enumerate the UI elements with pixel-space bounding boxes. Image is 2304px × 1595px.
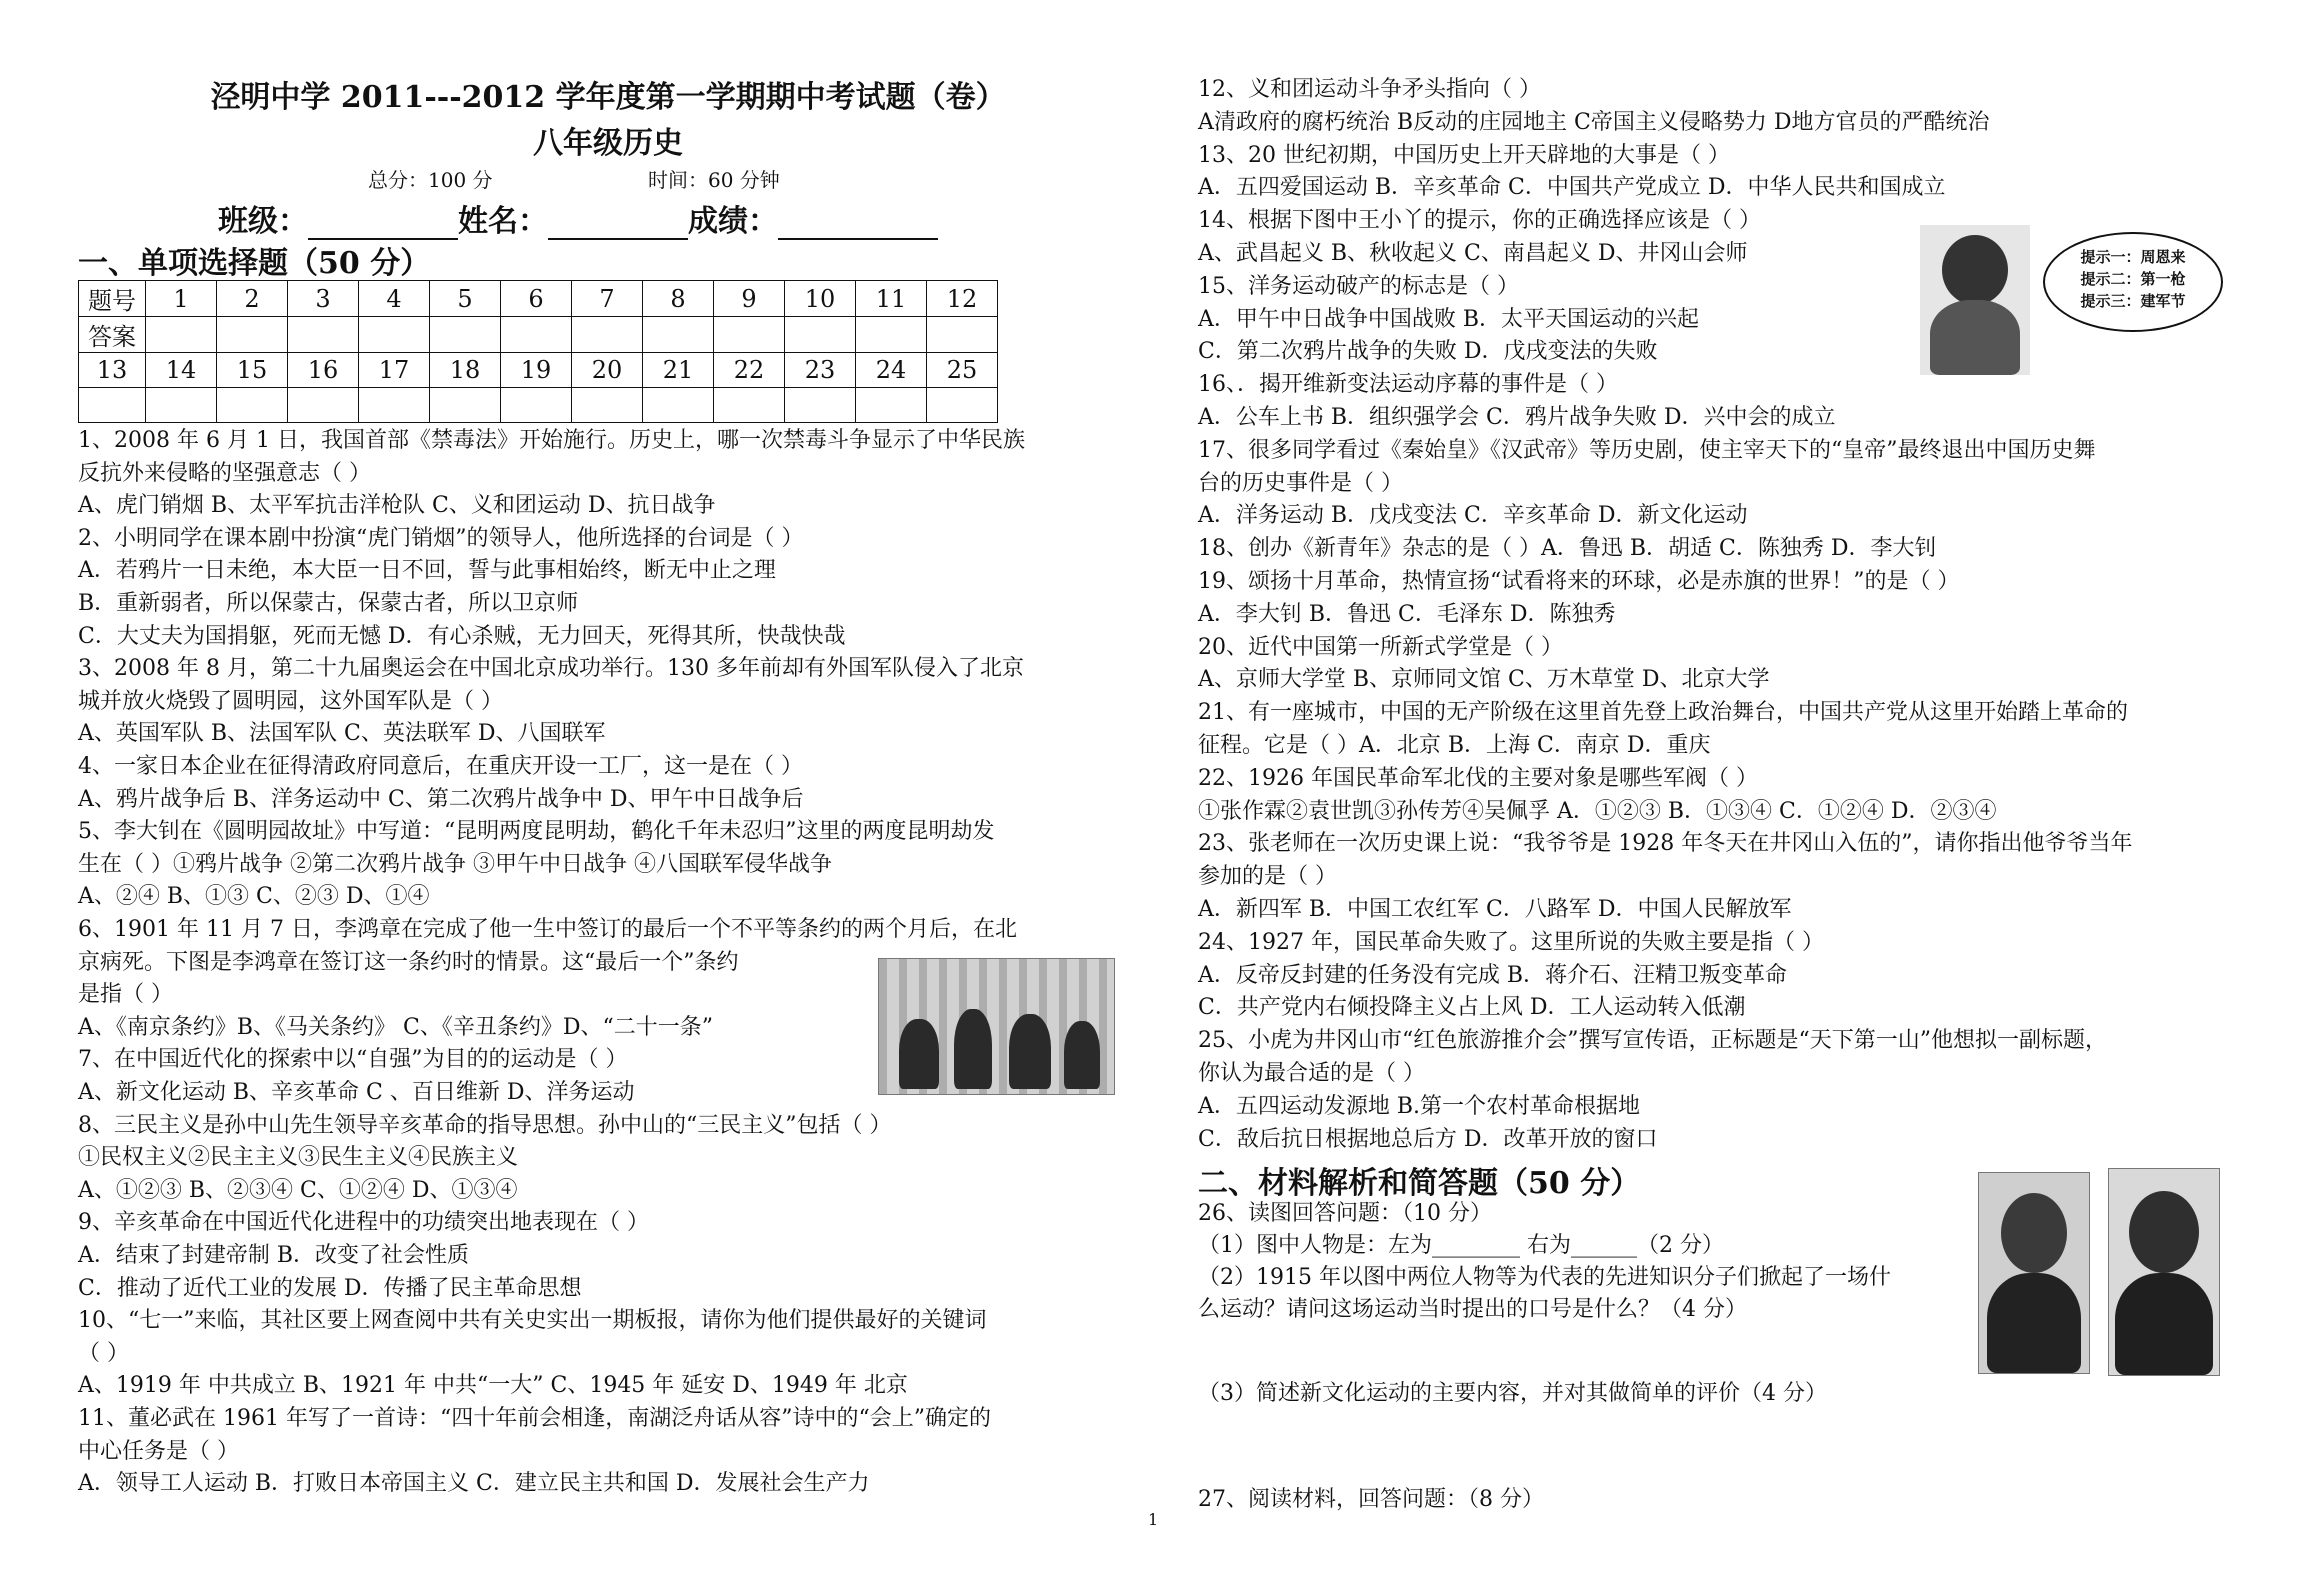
answer-cell[interactable] [359,317,430,353]
answer-cell[interactable] [785,388,856,423]
question-line: C．大丈夫为国捐躯，死而无憾 D．有心杀贼，无力回天，死得其所，快哉快哉 [78,623,846,649]
answer-cell[interactable] [146,388,217,423]
question-line: 你认为最合适的是（ ） [1198,1061,1425,1086]
question-line: A清政府的腐朽统治 B反动的庄园地主 C帝国主义侵略势力 D地方官员的严酷统治 [1198,109,1990,135]
question-line: A．领导工人运动 B．打败日本帝国主义 C．建立民主共和国 D．发展社会生产力 [78,1471,870,1497]
table-cell: 23 [785,353,856,388]
student-info [218,196,938,240]
question-line: A、新文化运动 B、辛亥革命 C 、百日维新 D、洋务运动 [78,1080,635,1105]
question-line: A．五四爱国运动 B．辛亥革命 C．中国共产党成立 D．中华人民共和国成立 [1198,175,1946,201]
question-line: A．甲午中日战争中国战败 B．太平天国运动的兴起 [1198,306,1700,332]
question-line: A、英国军队 B、法国军队 C、英法联军 D、八国联军 [78,721,606,747]
question-line: 4、一家日本企业在征得清政府同意后，在重庆开设一工厂，这一是在（ ） [78,754,803,779]
answer-cell[interactable] [643,388,714,423]
question-line: A、②④ B、①③ C、②③ D、①④ [78,884,430,910]
answer-cell[interactable] [146,317,217,353]
question-line: ①民权主义②民主主义③民生主义④民族主义 [78,1145,519,1171]
question-line: A．洋务运动 B．戊戌变法 C．辛亥革命 D．新文化运动 [1198,503,1748,529]
question-line: 1、2008 年 6 月 1 日，我国首部《禁毒法》开始施行。历史上，哪一次禁毒斗争显示了中华民族 [78,428,1025,453]
table-cell: 19 [501,353,572,388]
table-cell: 6 [501,281,572,317]
question-line: 参加的是（ ） [1198,864,1337,890]
question-line: A．五四运动发源地 B.第一个农村革命根据地 [1198,1093,1641,1119]
table-cell: 7 [572,281,643,317]
page-number: 1 [1148,1510,1159,1529]
question-line: A、《南京条约》B、《马关条约》 C、《辛丑条约》D、“二十一条” [78,1014,714,1040]
portrait-right [2108,1168,2220,1376]
question-line: 生在（ ）①鸦片战争 ②第二次鸦片战争 ③甲午中日战争 ④八国联军侵华战争 [78,851,832,877]
question-line: A、虎门销烟 B、太平军抗击洋枪队 C、义和团运动 D、抗日战争 [78,493,716,519]
question-line: 20、近代中国第一所新式学堂是（ ） [1198,634,1563,660]
table-cell: 17 [359,353,430,388]
table-cell: 2 [217,281,288,317]
table-row [79,281,998,317]
question-line: 9、辛亥革命在中国近代化进程中的功绩突出地表现在（ ） [78,1210,649,1236]
question-line: （ ） [78,1340,129,1366]
question-line: 6、1901 年 11 月 7 日，李鸿章在完成了他一生中签订的最后一个不平等条约的两个月后，在北 [78,917,1017,942]
question-line: 18、创办《新青年》杂志的是（ ）A．鲁迅 B．胡适 C．陈独秀 D．李大钊 [1198,536,1937,562]
question-line: A．新四军 B．中国工农红军 C．八路军 D．中国人民解放军 [1198,897,1792,922]
question-line: C．共产党内右倾投降主义占上风 D．工人运动转入低潮 [1198,995,1746,1021]
name-field[interactable] [548,210,688,240]
question-line: 13、20 世纪初期，中国历史上开天辟地的大事是（ ） [1198,142,1730,168]
hint-1: 提示一：周恩来 [2080,248,2186,266]
class-field[interactable] [308,210,458,240]
question-line: A．结束了封建帝制 B．改变了社会性质 [78,1243,470,1268]
question-line: 19、颂扬十月革命，热情宣扬“试看将来的环球，必是赤旗的世界！”的是（ ） [1198,569,1960,594]
answer-cell[interactable] [79,388,146,423]
score-label: 成绩： [688,204,778,239]
table-cell: 20 [572,353,643,388]
q26-part2a: （2）1915 年以图中两位人物等为代表的先进知识分子们掀起了一场什 [1198,1265,1891,1290]
question-line: ①张作霖②袁世凯③孙传芳④吴佩孚 A．①②③ B．①③④ C．①②④ D．②③④ [1198,798,1997,824]
table-cell: 4 [359,281,430,317]
answer-cell[interactable] [927,317,998,353]
table-cell: 10 [785,281,856,317]
table-row [79,388,998,423]
question-line: 17、很多同学看过《秦始皇》《汉武帝》等历史剧，使主宰天下的“皇帝”最终退出中国历史舞 [1198,437,2096,463]
table-cell: 24 [856,353,927,388]
answer-cell[interactable] [430,388,501,423]
question-line: 16、．揭开维新变法运动序幕的事件是（ ） [1198,372,1618,398]
answer-cell[interactable] [714,388,785,423]
question-line: 台的历史事件是（ ） [1198,470,1403,496]
answer-cell[interactable] [217,388,288,423]
q27-title: 27、阅读材料，回答问题：（8 分） [1198,1487,1544,1512]
question-line: 21、有一座城市，中国的无产阶级在这里首先登上政治舞台，中国共产党从这里开始踏上革命的 [1198,700,2128,726]
question-line: 中心任务是（ ） [78,1438,239,1464]
question-line: C．敌后抗日根据地总后方 D．改革开放的窗口 [1198,1126,1658,1152]
question-line: B．重新弱者，所以保蒙古，保蒙古者，所以卫京师 [78,591,579,616]
table-cell: 答案 [79,317,146,353]
question-line: 5、李大钊在《圆明园故址》中写道：“昆明两度昆明劫，鹤化千年未忍归”这里的两度昆明劫发 [78,819,995,845]
question-line: 7、在中国近代化的探索中以“自强”为目的的运动是（ ） [78,1047,628,1073]
answer-cell[interactable] [501,317,572,353]
wang-xiaoya-photo [1920,225,2030,375]
score-field[interactable] [778,210,938,240]
table-cell: 9 [714,281,785,317]
answer-cell[interactable] [288,317,359,353]
question-line: 22、1926 年国民革命军北伐的主要对象是哪些军阀（ ） [1198,765,1758,791]
answer-cell[interactable] [927,388,998,423]
question-line: 城并放火烧毁了圆明园，这外国军队是（ ） [78,688,503,714]
question-line: 25、小虎为井冈山市“红色旅游推介会”撰写宣传语，正标题是“天下第一山”他想拟一副标题， [1198,1028,2107,1054]
question-line: C．推动了近代工业的发展 D．传播了民主革命思想 [78,1275,582,1301]
question-line: 京病死。下图是李鸿章在签订这一条约时的情景。这“最后一个”条约 [78,949,739,975]
hint-2: 提示二：第一枪 [2080,270,2186,288]
question-line: A．李大钊 B．鲁迅 C．毛泽东 D．陈独秀 [1198,601,1616,627]
exam-time: 时间：60 分钟 [648,168,780,192]
table-cell: 21 [643,353,714,388]
table-cell: 13 [79,353,146,388]
q26-title: 26、读图回答问题：（10 分） [1198,1201,1492,1226]
question-line: C．第二次鸦片战争的失败 D．戊戌变法的失败 [1198,339,1658,365]
hint-3: 提示三：建军节 [2080,292,2186,310]
table-cell: 18 [430,353,501,388]
hint-bubble [2043,232,2223,332]
li-hongzhang-treaty-photo [878,958,1115,1095]
answer-cell[interactable] [785,317,856,353]
question-line: A．反帝反封建的任务没有完成 B．蒋介石、汪精卫叛变革命 [1198,962,1788,988]
answer-cell[interactable] [359,388,430,423]
table-row [79,353,998,388]
table-cell: 22 [714,353,785,388]
table-cell: 15 [217,353,288,388]
question-line: 3、2008 年 8 月，第二十九届奥运会在中国北京成功举行。130 多年前却有外国军队侵入了北京 [78,656,1024,682]
question-line: 15、洋务运动破产的标志是（ ） [1198,273,1519,299]
answer-cell[interactable] [572,388,643,423]
name-label: 姓名： [458,204,548,239]
question-line: 2、小明同学在课本剧中扮演“虎门销烟”的领导人，他所选择的台词是（ ） [78,525,804,551]
q26-part2b: 么运动？请问这场运动当时提出的口号是什么？（4 分） [1198,1297,1747,1322]
answer-cell[interactable] [643,317,714,353]
question-line: 23、张老师在一次历史课上说：“我爷爷是 1928 年冬天在井冈山入伍的”，请你指出他爷爷当年 [1198,831,2133,857]
question-line: 10、“七一”来临，其社区要上网查阅中共有关史实出一期板报，请你为他们提供最好的关键词 [78,1308,987,1334]
table-cell: 1 [146,281,217,317]
question-line: 12、义和团运动斗争矛头指向（ ） [1198,77,1541,102]
table-cell: 题号 [79,281,146,317]
section-2-heading: 二、材料解析和简答题（50 分） [1198,1166,1641,1201]
q26-part3: （3）简述新文化运动的主要内容，并对其做简单的评价（4 分） [1198,1381,1827,1406]
table-cell: 5 [430,281,501,317]
question-line: A、京师大学堂 B、京师同文馆 C、万木草堂 D、北京大学 [1198,667,1770,693]
question-line: A．若鸦片一日未绝，本大臣一日不回，誓与此事相始终，断无中止之理 [78,558,776,584]
question-line: A、鸦片战争后 B、洋务运动中 C、第二次鸦片战争中 D、甲午中日战争后 [78,786,804,812]
class-label: 班级： [218,204,308,239]
question-line: 8、三民主义是孙中山先生领导辛亥革命的指导思想。孙中山的“三民主义”包括（ ） [78,1112,892,1138]
table-cell: 8 [643,281,714,317]
total-score: 总分：100 分 [368,168,493,192]
table-cell: 11 [856,281,927,317]
question-line: A、1919 年 中共成立 B、1921 年 中共“一大” C、1945 年 延安 D、1949 年 北京 [78,1373,908,1399]
answer-cell[interactable] [856,388,927,423]
table-cell: 14 [146,353,217,388]
question-line: 征程。它是（ ）A．北京 B．上海 C．南京 D．重庆 [1198,733,1711,758]
answer-cell[interactable] [856,317,927,353]
question-line: A、①②③ B、②③④ C、①②④ D、①③④ [78,1177,518,1203]
answer-table [78,280,998,423]
table-cell: 12 [927,281,998,317]
question-line: A．公车上书 B．组织强学会 C．鸦片战争失败 D．兴中会的成立 [1198,405,1836,430]
exam-subtitle: 八年级历史 [533,126,683,161]
question-line: 24、1927 年，国民革命失败了。这里所说的失败主要是指（ ） [1198,929,1824,955]
q26-part1: （1）图中人物是：左为________ 右为______（2 分） [1198,1233,1724,1258]
table-row [79,317,998,353]
answer-cell[interactable] [501,388,572,423]
answer-cell[interactable] [430,317,501,353]
question-line: 14、根据下图中王小丫的提示，你的正确选择应该是（ ） [1198,208,1761,234]
question-line: 反抗外来侵略的坚强意志（ ） [78,460,371,486]
answer-cell[interactable] [288,388,359,423]
answer-cell[interactable] [217,317,288,353]
answer-cell[interactable] [572,317,643,353]
question-line: A、武昌起义 B、秋收起义 C、南昌起义 D、井冈山会师 [1198,241,1748,266]
answer-cell[interactable] [714,317,785,353]
question-line: 11、董必武在 1961 年写了一首诗：“四十年前会相逢，南湖泛舟话从容”诗中的“会上”确定的 [78,1406,991,1431]
section-1-heading: 一、单项选择题（50 分） [78,246,431,281]
portrait-left [1978,1172,2090,1374]
exam-title: 泾明中学 2011---2012 学年度第一学期期中考试题（卷） [210,80,1006,115]
table-cell: 25 [927,353,998,388]
table-cell: 16 [288,353,359,388]
table-cell: 3 [288,281,359,317]
question-line: 是指（ ） [78,982,173,1008]
